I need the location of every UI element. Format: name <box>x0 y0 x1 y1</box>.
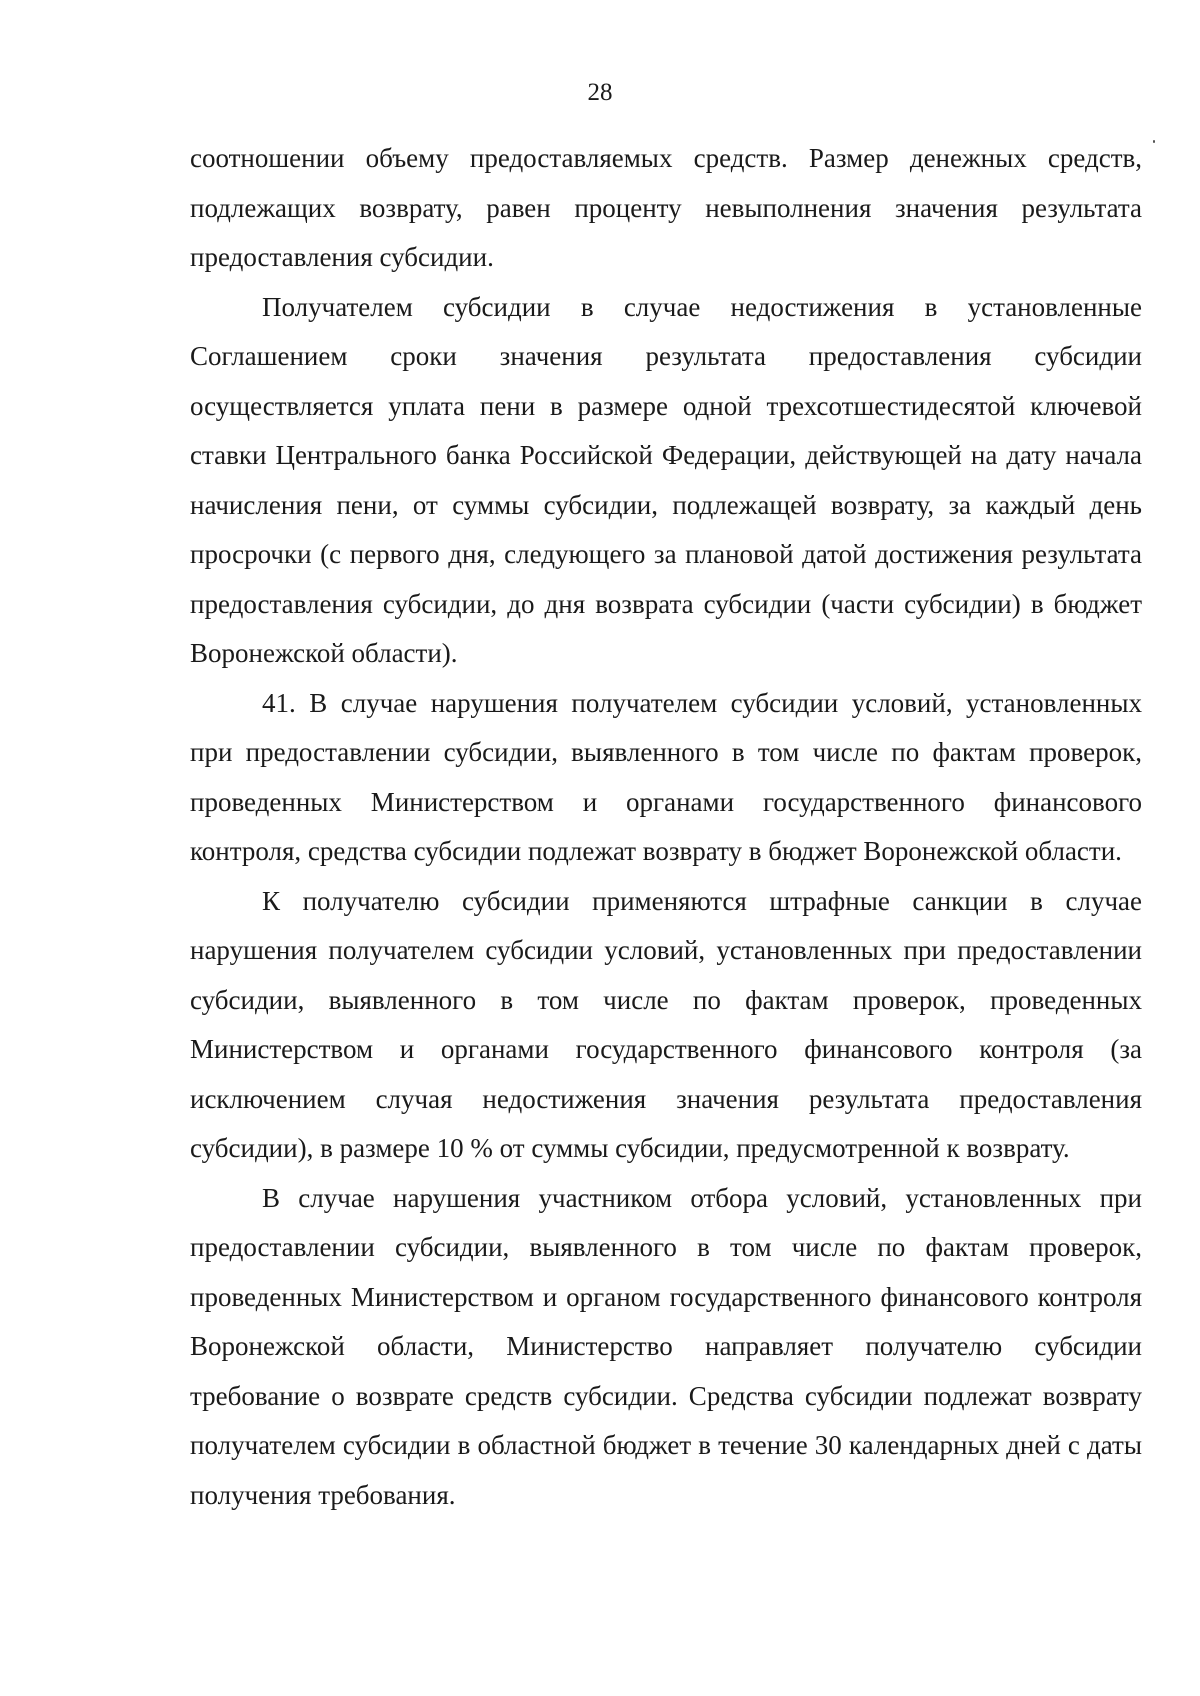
page-number: 28 <box>587 79 613 106</box>
paragraph-41-return-of-subsidy: 41. В случае нарушения получателем субсидии условий, установленных при предоставлении субсидии, выявленного в том числе по фактам проверок, проведенных Министерством и органами государственного финансового контроля, средства субсидии подлежат возврату в бюджет Воронежской области. <box>190 687 1142 866</box>
scan-speck <box>1153 140 1155 143</box>
document-body <box>190 134 1142 1520</box>
paragraph-return-requirement: В случае нарушения участником отбора условий, установленных при предоставлении субсидии, выявленного в том числе по фактам проверок, проведенных Министерством и органом государственного финансового контроля Воронежской области, Министерство направляет получателю субсидии требование о возврате средств субсидии. Средства субсидии подлежат возврату получателем субсидии в областной бюджет в течение 30 календарных дней с даты получения требования. <box>190 1182 1142 1510</box>
paragraph-penalty-interest: Получателем субсидии в случае недостижения в установленные Соглашением сроки значения результата предоставления субсидии осуществляется уплата пени в размере одной трехсотшестидесятой ключевой ставки Центрального банка Российской Федерации, действующей на дату начала начисления пени, от суммы субсидии, подлежащей возврату, за каждый день просрочки (с первого дня, следующего за плановой датой достижения результата предоставления субсидии, до дня возврата субсидии (части субсидии) в бюджет Воронежской области). <box>190 291 1142 668</box>
paragraph-continuation: соотношении объему предоставляемых средств. Размер денежных средств, подлежащих возврату, равен проценту невыполнения значения результата предоставления субсидии. <box>190 143 1142 272</box>
paragraph-fine-sanctions: К получателю субсидии применяются штрафные санкции в случае нарушения получателем субсидии условий, установленных при предоставлении субсидии, выявленного в том числе по фактам проверок, проведенных Министерством и органами государственного финансового контроля (за исключением случая недостижения значения результата предоставления субсидии), в размере 10 % от суммы субсидии, предусмотренной к возврату. <box>190 885 1142 1163</box>
